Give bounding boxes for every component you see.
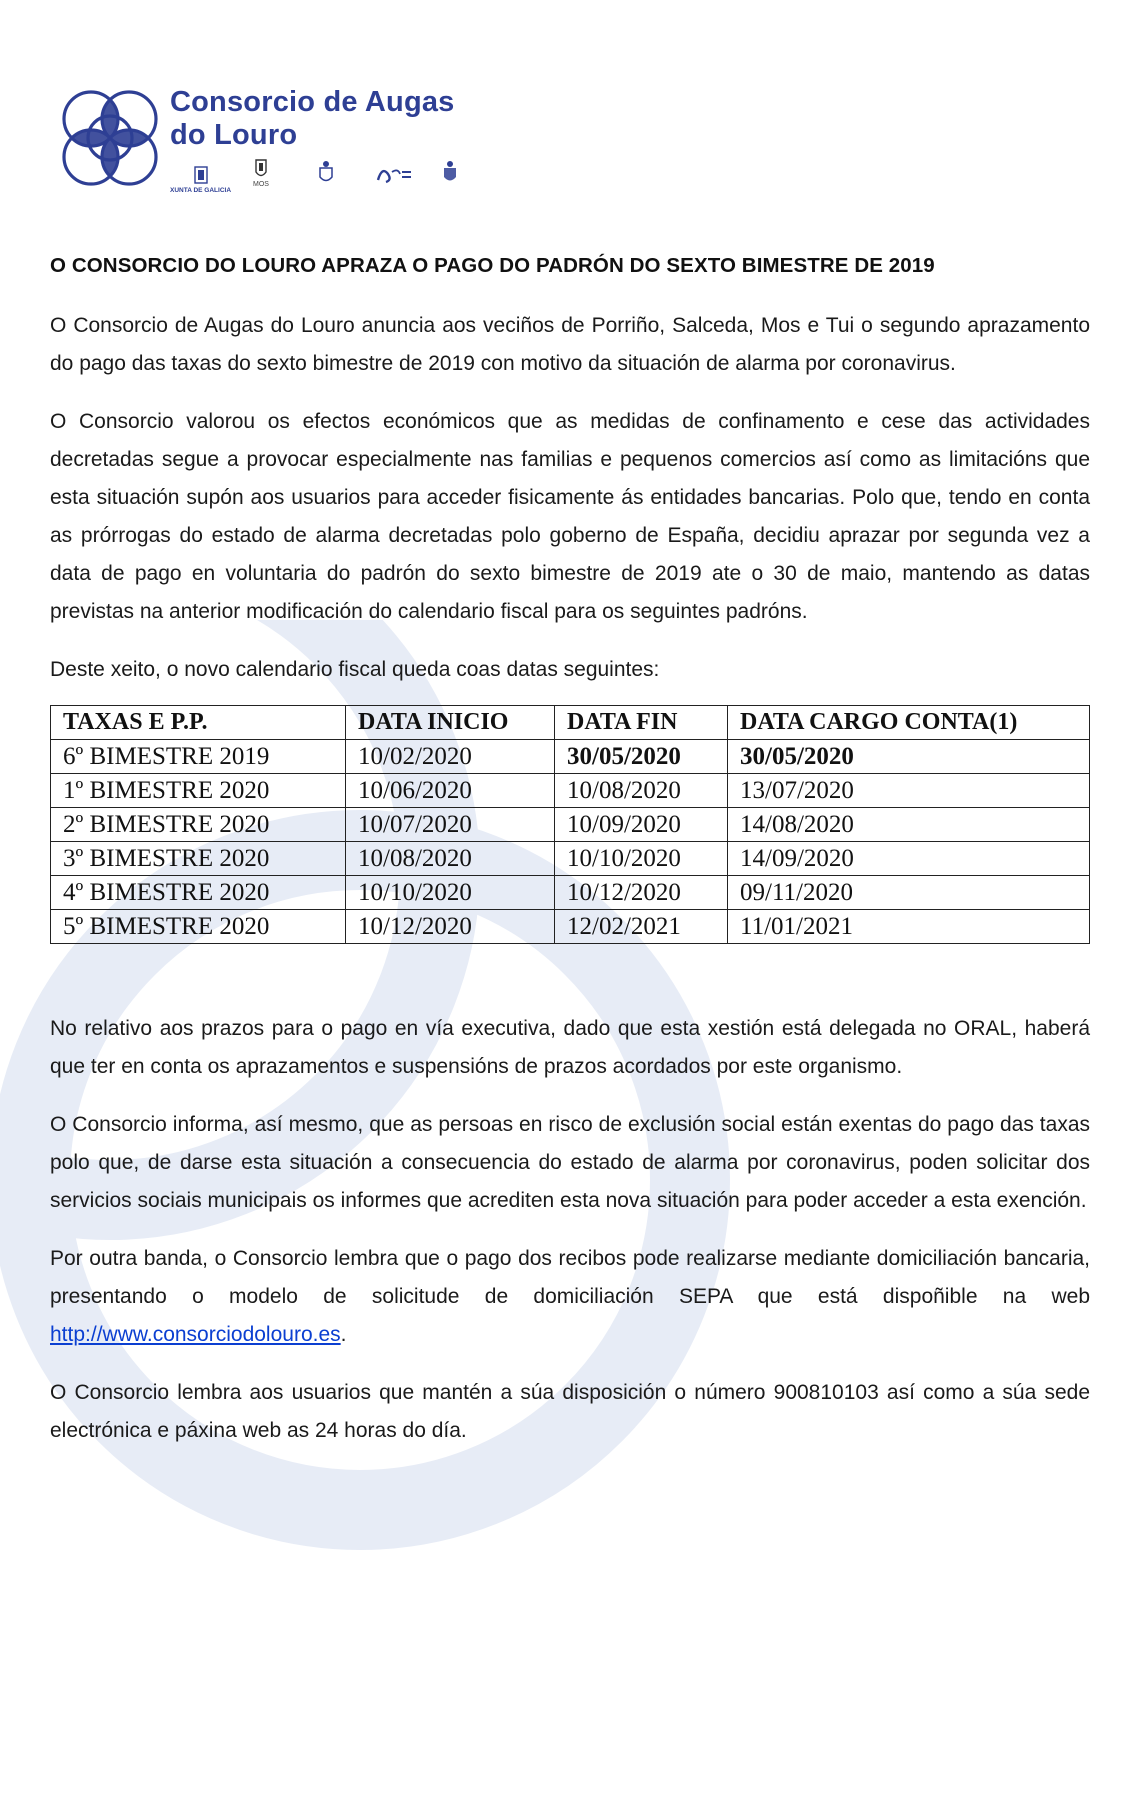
cell-end: 30/05/2020 xyxy=(555,740,728,774)
header-taxas: TAXAS E P.P. xyxy=(51,706,346,740)
paragraph-6 xyxy=(50,1240,1090,1354)
cell-start: 10/08/2020 xyxy=(346,842,555,876)
table-row xyxy=(51,842,1090,876)
cell-start: 10/12/2020 xyxy=(346,910,555,944)
header-data-fin: DATA FIN xyxy=(555,706,728,740)
cell-end: 10/10/2020 xyxy=(555,842,728,876)
cell-charge: 09/11/2020 xyxy=(728,876,1090,910)
cell-end: 10/12/2020 xyxy=(555,876,728,910)
consorcio-logo-icon xyxy=(50,78,170,198)
website-link[interactable]: http://www.consorciodolouro.es xyxy=(50,1323,341,1346)
cell-end: 12/02/2021 xyxy=(555,910,728,944)
crest-icon xyxy=(442,160,458,184)
table-row xyxy=(51,774,1090,808)
cell-period: 3º BIMESTRE 2020 xyxy=(51,842,346,876)
paragraph-2: O Consorcio valorou os efectos económicos que as medidas de confinamento e cese das actividades decretadas segue a provocar especialmente nas familias e pequenos comercios así como as limitacións que esta situación supón aos usuarios para acceder fisicamente ás entidades bancarias. Polo que, tendo en conta as prórrogas do estado de alarma decretadas polo goberno de España, decidiu aprazar por segunda vez a data de pago en voluntaria do padrón do sexto bimestre de 2019 ate o 30 de maio, mantendo as datas previstas na anterior modificación do calendario fiscal para os seguintes padróns. xyxy=(50,410,1090,623)
cell-start: 10/10/2020 xyxy=(346,876,555,910)
concello-logo-1 xyxy=(318,160,334,184)
organization-name-line1: Consorcio de Augas xyxy=(170,86,455,118)
cell-period: 2º BIMESTRE 2020 xyxy=(51,808,346,842)
cell-end: 10/09/2020 xyxy=(555,808,728,842)
cell-charge: 11/01/2021 xyxy=(728,910,1090,944)
crest-icon xyxy=(318,160,334,184)
table-row xyxy=(51,740,1090,774)
xunta-emblem-icon xyxy=(194,166,208,184)
mos-shield-icon xyxy=(254,158,268,180)
paragraph-3: Deste xeito, o novo calendario fiscal queda coas datas seguintes: xyxy=(50,658,660,681)
cell-end: 10/08/2020 xyxy=(555,774,728,808)
cell-start: 10/02/2020 xyxy=(346,740,555,774)
cell-period: 4º BIMESTRE 2020 xyxy=(51,876,346,910)
xunta-logo xyxy=(170,166,231,194)
paragraph-1: O Consorcio de Augas do Louro anuncia aos veciños de Porriño, Salceda, Mos e Tui o segundo aprazamento do pago das taxas do sexto bimestre de 2019 con motivo da situación de alarma por coronavirus. xyxy=(50,314,1090,375)
organization-name xyxy=(170,86,455,152)
cell-charge: 30/05/2020 xyxy=(728,740,1090,774)
cell-charge: 14/09/2020 xyxy=(728,842,1090,876)
table-header-row xyxy=(51,706,1090,740)
header-data-cargo: DATA CARGO CONTA(1) xyxy=(728,706,1090,740)
paragraph-5: O Consorcio informa, así mesmo, que as persoas en risco de exclusión social están exentas do pago das taxas polo que, de darse esta situación a consecuencia do estado de alarma por coronavirus, poden solicitar dos servicios sociais municipais os informes que acrediten esta nova situación para poder acceder a esta exención. xyxy=(50,1113,1090,1212)
cell-charge: 13/07/2020 xyxy=(728,774,1090,808)
wave-logo-icon xyxy=(374,164,414,186)
xunta-caption: XUNTA DE GALICIA xyxy=(170,187,232,194)
header-data-inicio: DATA INICIO xyxy=(346,706,555,740)
concello-logo-2 xyxy=(374,164,414,186)
document-title: O CONSORCIO DO LOURO APRAZA O PAGO DO PADRÓN DO SEXTO BIMESTRE DE 2019 xyxy=(50,254,935,277)
table-row xyxy=(51,910,1090,944)
paragraph-7: O Consorcio lembra aos usuarios que mantén a súa disposición o número 900810103 así como a súa sede electrónica e páxina web as 24 horas do día. xyxy=(50,1381,1090,1442)
table-row xyxy=(51,808,1090,842)
cell-start: 10/07/2020 xyxy=(346,808,555,842)
cell-charge: 14/08/2020 xyxy=(728,808,1090,842)
cell-start: 10/06/2020 xyxy=(346,774,555,808)
document-body xyxy=(50,252,1090,1470)
concello-logo-3 xyxy=(442,160,458,184)
cell-period: 6º BIMESTRE 2019 xyxy=(51,740,346,774)
mos-logo xyxy=(253,158,269,189)
paragraph-6-text: Por outra banda, o Consorcio lembra que o pago dos recibos pode realizarse mediante domiciliación bancaria, presentando o modelo de solicitude de domiciliación SEPA que está dispoñible na web xyxy=(50,1247,1090,1308)
mos-caption: MOS xyxy=(253,181,269,188)
fiscal-calendar-table xyxy=(50,705,1090,944)
cell-period: 1º BIMESTRE 2020 xyxy=(51,774,346,808)
paragraph-6-end: . xyxy=(340,1323,347,1346)
table-row xyxy=(51,876,1090,910)
organization-name-line2: do Louro xyxy=(170,119,298,151)
cell-period: 5º BIMESTRE 2020 xyxy=(51,910,346,944)
paragraph-4: No relativo aos prazos para o pago en vía executiva, dado que esta xestión está delegada no ORAL, haberá que ter en conta os aprazamentos e suspensións de prazos acordados por este organismo. xyxy=(50,1017,1090,1078)
